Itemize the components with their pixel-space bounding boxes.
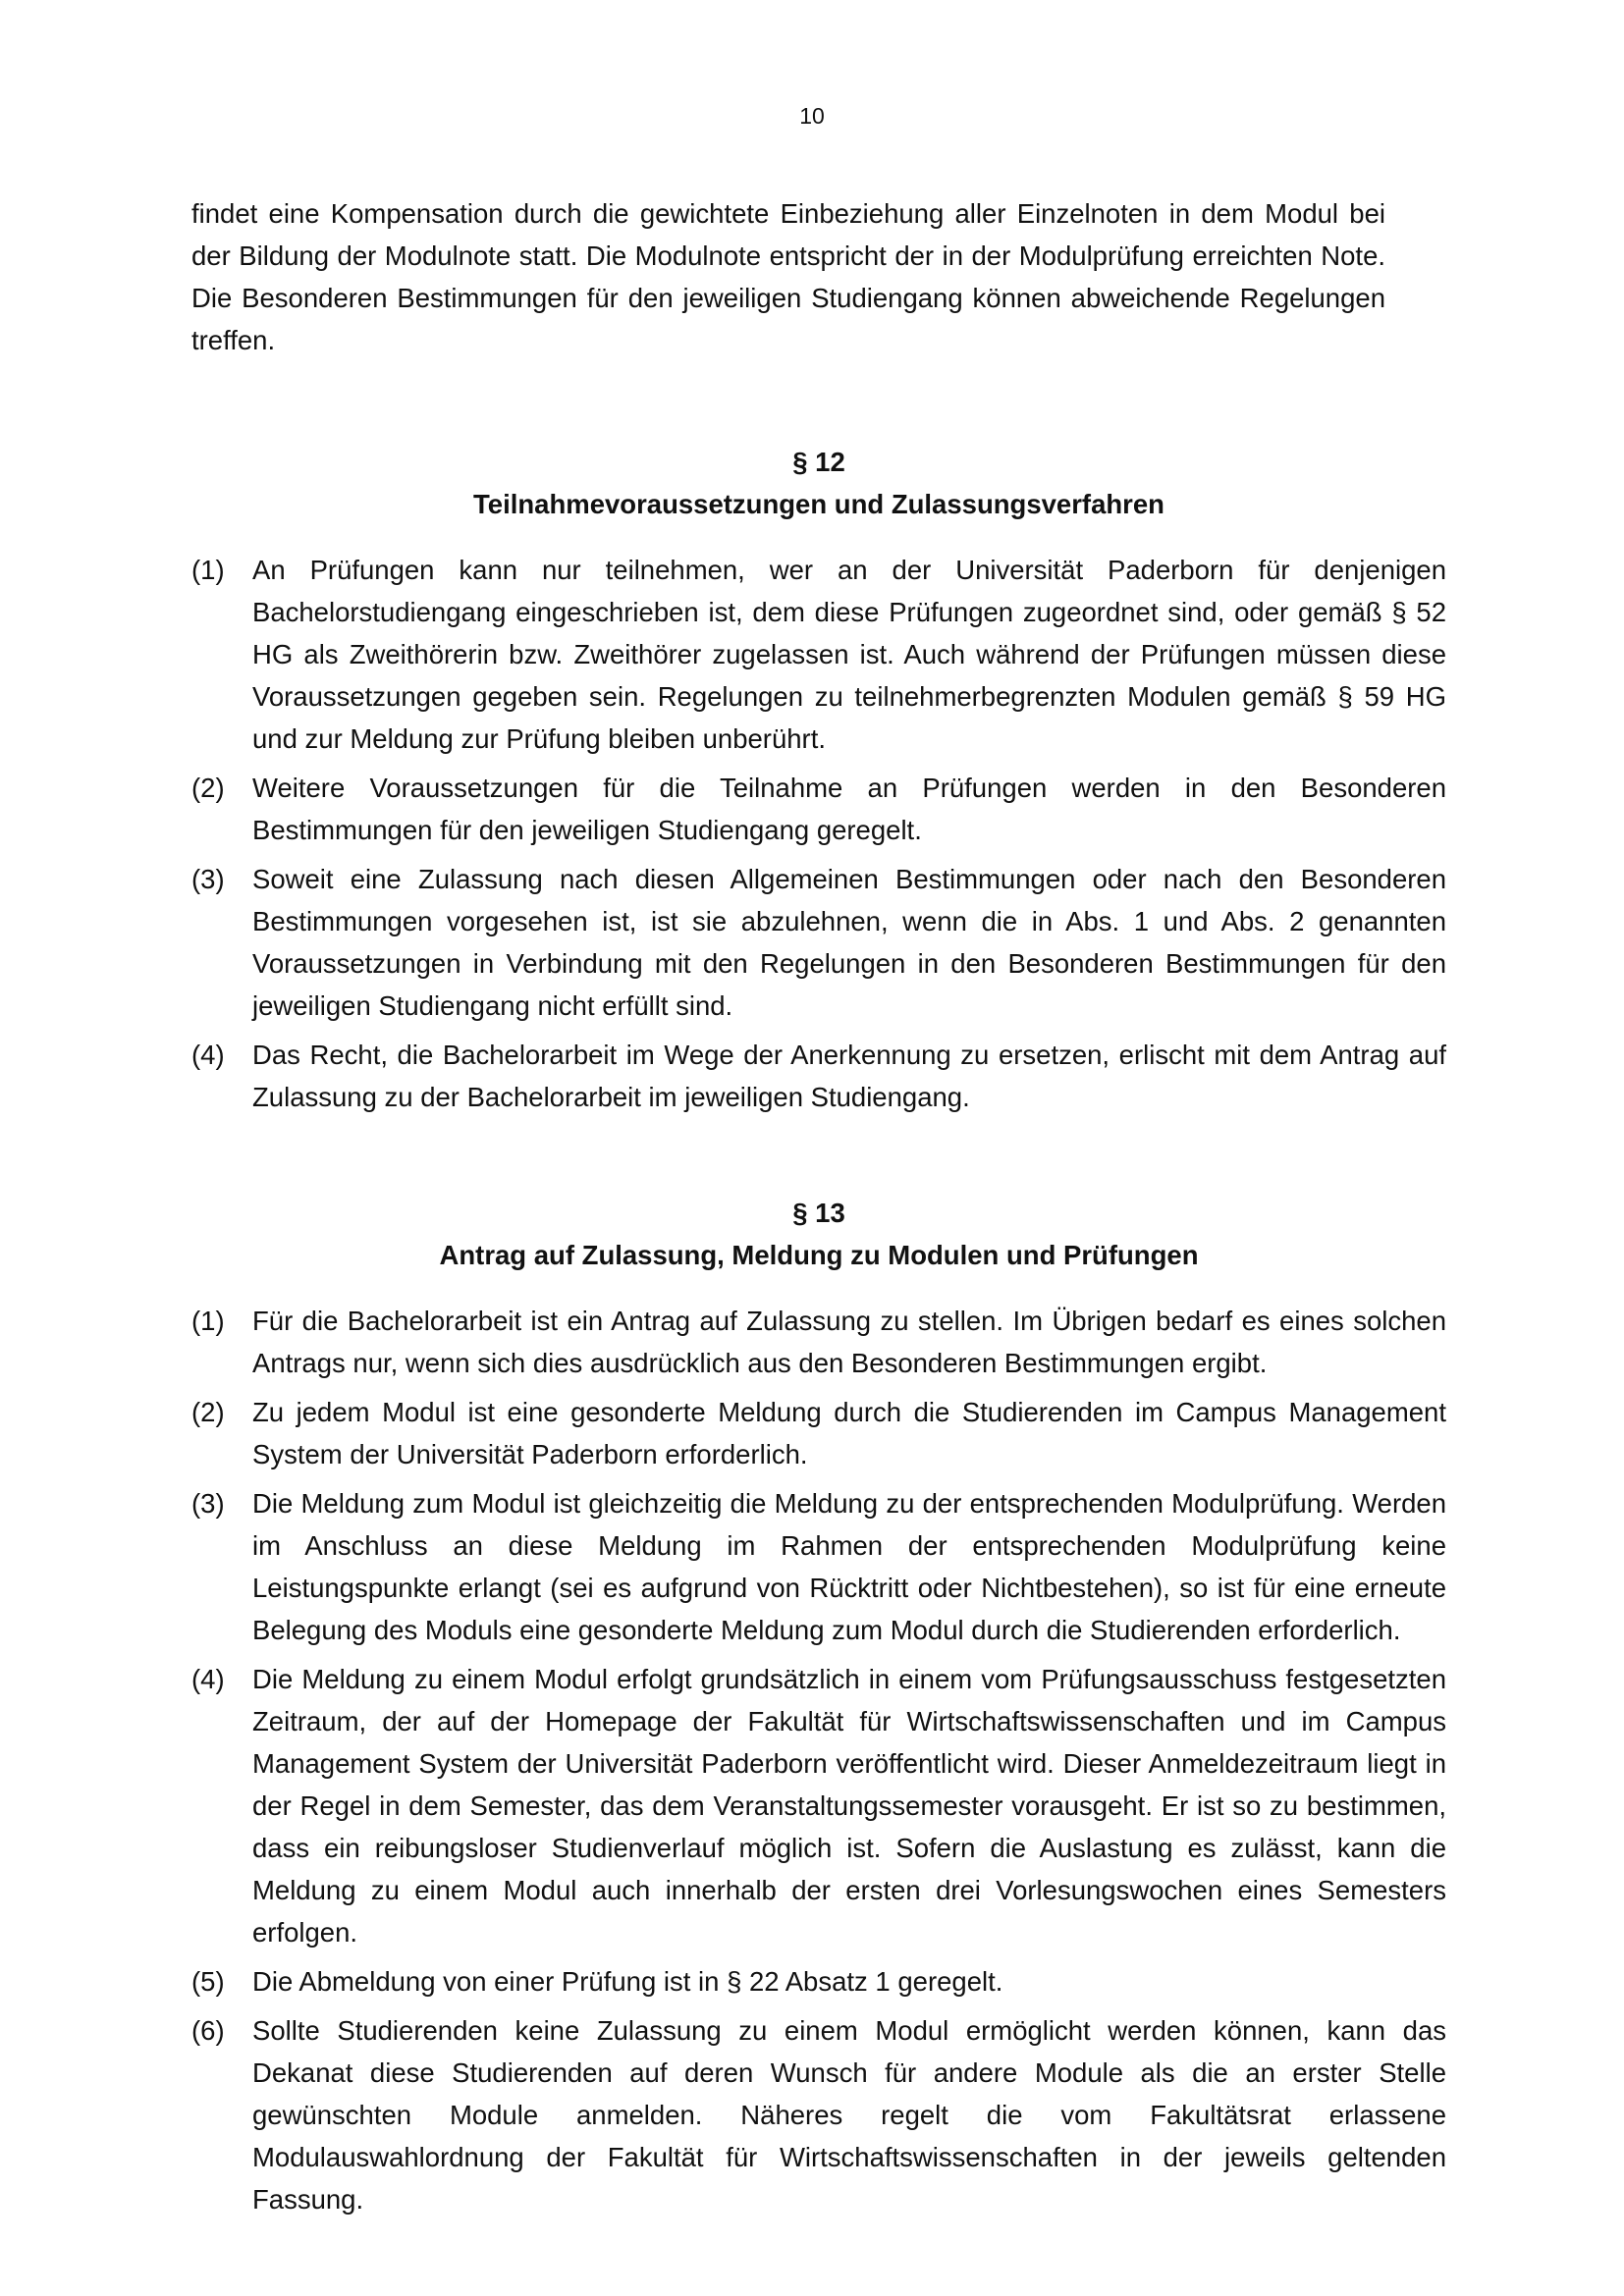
list-item — [191, 1391, 1446, 1475]
item-text: Soweit eine Zulassung nach diesen Allgemeinen Bestimmungen oder nach den Besonderen Bestimmungen vorgesehen ist, ist sie abzulehnen, wenn die in Abs. 1 und Abs. 2 genannten Voraussetzungen in Verbindung mit den Regelungen in den Besonderen Bestimmungen für den jeweiligen Studiengang nicht erfüllt sind. — [252, 864, 1446, 1021]
item-number: (3) — [191, 1488, 225, 1519]
list-item — [191, 1658, 1446, 1953]
list-item — [191, 1482, 1446, 1651]
page-number: 10 — [799, 103, 825, 129]
item-number: (5) — [191, 1966, 225, 1997]
item-number: (1) — [191, 555, 225, 585]
list-item — [191, 549, 1446, 760]
section-12-items — [191, 549, 1446, 1118]
item-number: (4) — [191, 1040, 225, 1070]
list-item — [191, 767, 1446, 851]
item-number: (1) — [191, 1306, 225, 1336]
section-12-title: Teilnahmevoraussetzungen und Zulassungsverfahren — [473, 489, 1164, 519]
item-text: Die Meldung zu einem Modul erfolgt grundsätzlich in einem vom Prüfungsausschuss festgesetzten Zeitraum, der auf der Homepage der Fakultät für Wirtschaftswissenschaften und im Campus Management System der Universität Paderborn veröffentlicht wird. Dieser Anmeldezeitraum liegt in der Regel in dem Semester, das dem Veranstaltungssemester vorausgeht. Er ist so zu bestimmen, dass ein reibungsloser Studienverlauf möglich ist. Sofern die Auslastung es zulässt, kann die Meldung zu einem Modul auch innerhalb der ersten drei Vorlesungswochen eines Semesters erfolgen. — [252, 1664, 1446, 1948]
item-text: Sollte Studierenden keine Zulassung zu einem Modul ermöglicht werden können, kann das Dekanat diese Studierenden auf deren Wunsch für andere Module als die an erster Stelle gewünschten Module anmelden. Näheres regelt die vom Fakultätsrat erlassene Modulauswahlordnung der Fakultät für Wirtschaftswissenschaften in der jeweils geltenden Fassung. — [252, 2015, 1446, 2215]
item-text: Die Meldung zum Modul ist gleichzeitig die Meldung zu der entsprechenden Modulprüfung. Werden im Anschluss an diese Meldung im Rahmen der entsprechenden Modulprüfung keine Leistungspunkte erlangt (sei es aufgrund von Rücktritt oder Nichtbestehen), so ist für eine erneute Belegung des Moduls eine gesonderte Meldung zum Modul durch die Studierenden erforderlich. — [252, 1488, 1446, 1645]
document-body — [191, 192, 1446, 2227]
intro-paragraph: findet eine Kompensation durch die gewichtete Einbeziehung aller Einzelnoten in dem Modul bei der Bildung der Modulnote statt. Die Modulnote entspricht der in der Modulprüfung erreichten Note. Die Besonderen Bestimmungen für den jeweiligen Studiengang können abweichende Regelungen treffen. — [191, 198, 1385, 355]
section-12-number: § 12 — [792, 447, 845, 477]
list-item — [191, 1960, 1446, 2002]
item-text: An Prüfungen kann nur teilnehmen, wer an der Universität Paderborn für denjenigen Bachelorstudiengang eingeschrieben ist, dem diese Prüfungen zugeordnet sind, oder gemäß § 52 HG als Zweithörerin bzw. Zweithörer zugelassen ist. Auch während der Prüfungen müssen diese Voraussetzungen gegeben sein. Regelungen zu teilnehmerbegrenzten Modulen gemäß § 59 HG und zur Meldung zur Prüfung bleiben unberührt. — [252, 555, 1446, 754]
list-item — [191, 1034, 1446, 1118]
item-text: Für die Bachelorarbeit ist ein Antrag auf Zulassung zu stellen. Im Übrigen bedarf es eines solchen Antrags nur, wenn sich dies ausdrücklich aus den Besonderen Bestimmungen ergibt. — [252, 1306, 1446, 1378]
list-item — [191, 1300, 1446, 1384]
list-item — [191, 858, 1446, 1027]
item-number: (6) — [191, 2015, 225, 2046]
item-number: (2) — [191, 773, 225, 803]
section-13-title: Antrag auf Zulassung, Meldung zu Modulen und Prüfungen — [439, 1240, 1199, 1270]
section-13-number: § 13 — [792, 1198, 845, 1228]
item-text: Zu jedem Modul ist eine gesonderte Meldung durch die Studierenden im Campus Management System der Universität Paderborn erforderlich. — [252, 1397, 1446, 1469]
list-item — [191, 2009, 1446, 2220]
item-number: (3) — [191, 864, 225, 894]
section-13-items — [191, 1300, 1446, 2220]
item-text: Die Abmeldung von einer Prüfung ist in § 22 Absatz 1 geregelt. — [252, 1966, 1003, 1997]
item-number: (2) — [191, 1397, 225, 1427]
item-text: Das Recht, die Bachelorarbeit im Wege der Anerkennung zu ersetzen, erlischt mit dem Antrag auf Zulassung zu der Bachelorarbeit im jeweiligen Studiengang. — [252, 1040, 1446, 1112]
item-number: (4) — [191, 1664, 225, 1694]
item-text: Weitere Voraussetzungen für die Teilnahme an Prüfungen werden in den Besonderen Bestimmungen für den jeweiligen Studiengang geregelt. — [252, 773, 1446, 845]
